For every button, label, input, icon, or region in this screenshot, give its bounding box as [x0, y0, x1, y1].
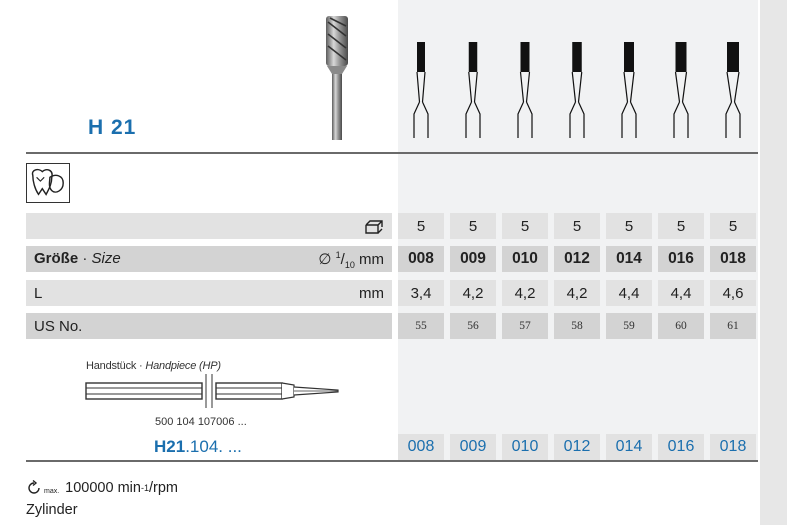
size-label-en: Size — [91, 250, 121, 267]
tooth-cavity-icon — [26, 163, 70, 203]
size-row-unit: ∅ $^1/_{10}$ mm — [318, 250, 384, 270]
us-no-cell: 55 — [398, 313, 444, 339]
handpiece-shank-drawing — [84, 374, 344, 408]
pack-quantity-cell: 5 — [606, 213, 652, 239]
order-number-prefix: H21 — [154, 437, 186, 456]
pack-quantity-cell: 5 — [710, 213, 756, 239]
bur-photo-image — [316, 14, 360, 142]
length-cell: 4,4 — [658, 280, 704, 306]
order-size-cell: 010 — [502, 434, 548, 460]
length-cell: 4,2 — [450, 280, 496, 306]
size-cell: 008 — [398, 246, 444, 272]
pack-row-label-background — [26, 213, 392, 239]
bur-size-diagram — [614, 40, 644, 140]
order-size-cell: 009 — [450, 434, 496, 460]
pack-quantity-cell: 5 — [554, 213, 600, 239]
speed-value: 100000 min — [65, 480, 141, 496]
order-size-cell: 018 — [710, 434, 756, 460]
page-edge-strip — [760, 0, 787, 525]
speed-suffix: /rpm — [148, 480, 178, 496]
speed-exponent: -1 — [140, 483, 149, 493]
diameter-symbol: ∅ — [318, 251, 332, 268]
bottom-rule — [26, 460, 758, 462]
pack-quantity-cell: 5 — [502, 213, 548, 239]
bur-size-diagram — [666, 40, 696, 140]
size-unit-mm: mm — [359, 251, 384, 268]
handpiece-caption — [86, 360, 221, 372]
size-cell: 018 — [710, 246, 756, 272]
bur-size-diagram — [406, 40, 436, 140]
order-number — [154, 437, 242, 457]
us-no-cell: 59 — [606, 313, 652, 339]
handpiece-shank-code: 500 104 107006 ... — [155, 416, 247, 428]
package-box-icon — [364, 219, 384, 235]
length-cell: 3,4 — [398, 280, 444, 306]
order-size-cell: 012 — [554, 434, 600, 460]
bur-size-diagram — [718, 40, 748, 140]
size-cell: 014 — [606, 246, 652, 272]
us-no-cell: 56 — [450, 313, 496, 339]
unit-fraction-denominator: 10 — [344, 260, 355, 270]
bur-size-diagram — [510, 40, 540, 140]
us-no-row-label: US No. — [34, 318, 83, 335]
size-row-label — [34, 250, 121, 267]
size-cell: 010 — [502, 246, 548, 272]
order-size-cell: 008 — [398, 434, 444, 460]
max-speed-spec — [26, 480, 178, 496]
pack-quantity-cell: 5 — [450, 213, 496, 239]
length-cell: 4,2 — [554, 280, 600, 306]
size-label-separator: · — [78, 250, 92, 267]
pack-quantity-cell: 5 — [398, 213, 444, 239]
bur-shape-label: Zylinder — [26, 502, 78, 518]
size-cell: 009 — [450, 246, 496, 272]
bur-size-diagram — [458, 40, 488, 140]
length-row-unit: mm — [359, 285, 384, 302]
us-no-cell: 57 — [502, 313, 548, 339]
product-model-title: H 21 — [88, 116, 137, 139]
handpiece-caption-de: Handstück — [86, 360, 137, 372]
speed-max-label: max. — [44, 487, 60, 495]
order-size-cell: 016 — [658, 434, 704, 460]
size-label-de: Größe — [34, 250, 79, 267]
unit-fraction-numerator: 1 — [335, 250, 341, 260]
length-row-label: L — [34, 285, 43, 302]
handpiece-caption-en: Handpiece (HP) — [145, 360, 221, 372]
length-cell: 4,2 — [502, 280, 548, 306]
size-cell: 016 — [658, 246, 704, 272]
order-number-suffix: .104. ... — [185, 437, 242, 456]
size-cell: 012 — [554, 246, 600, 272]
length-cell: 4,4 — [606, 280, 652, 306]
handpiece-caption-separator: · — [136, 360, 146, 372]
us-no-cell: 61 — [710, 313, 756, 339]
us-no-cell: 58 — [554, 313, 600, 339]
pack-quantity-cell: 5 — [658, 213, 704, 239]
us-no-cell: 60 — [658, 313, 704, 339]
length-cell: 4,6 — [710, 280, 756, 306]
order-size-cell: 014 — [606, 434, 652, 460]
bur-size-diagram — [562, 40, 592, 140]
rotation-icon — [26, 480, 42, 496]
header-rule — [26, 152, 758, 154]
